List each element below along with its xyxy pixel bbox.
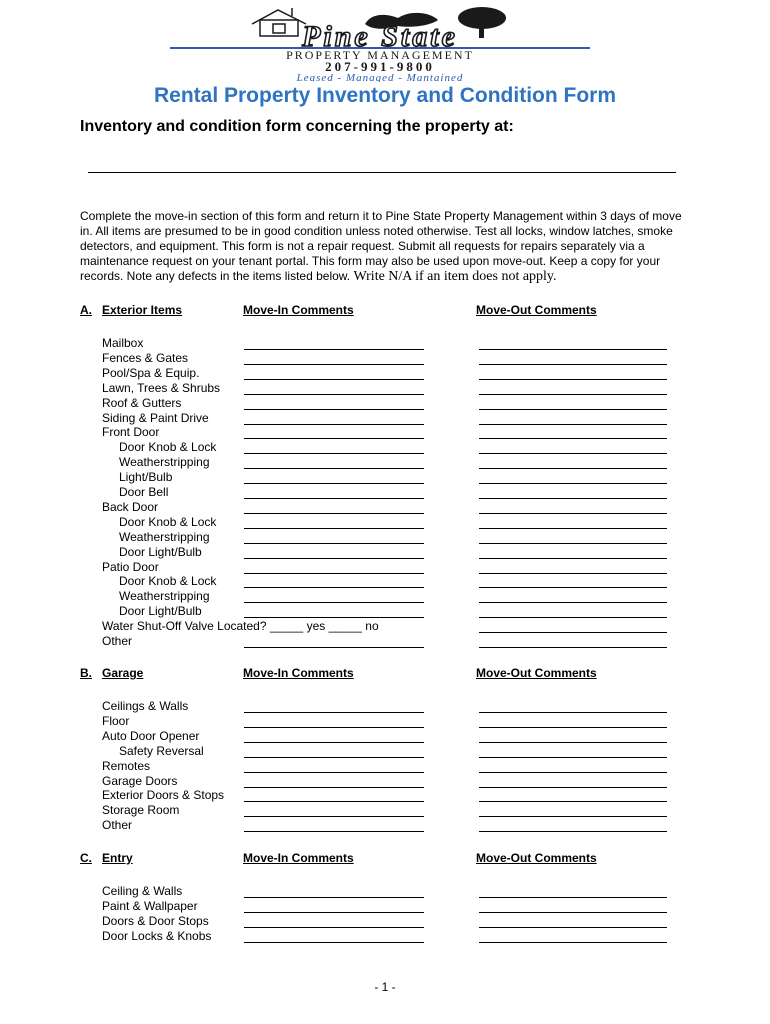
page-number: - 1 -: [374, 980, 396, 994]
move-in-comment-field[interactable]: [244, 942, 424, 943]
move-out-comment-field[interactable]: [479, 394, 667, 395]
move-in-comment-field[interactable]: [244, 468, 424, 469]
item-label: Light/Bulb: [119, 470, 173, 485]
move-in-comment-field[interactable]: [244, 558, 424, 559]
move-out-comment-field[interactable]: [479, 727, 667, 728]
move-out-comment-field[interactable]: [479, 942, 667, 943]
move-in-comment-field[interactable]: [244, 727, 424, 728]
move-in-column-header: Move-In Comments: [243, 303, 354, 317]
move-in-comment-field[interactable]: [244, 927, 424, 928]
item-label: Pool/Spa & Equip.: [102, 365, 200, 380]
item-label: Door Knob & Lock: [119, 440, 217, 455]
move-out-comment-field[interactable]: [479, 573, 667, 574]
move-in-comment-field[interactable]: [244, 897, 424, 898]
item-label: Weatherstripping: [119, 455, 210, 470]
move-out-comment-field[interactable]: [479, 498, 667, 499]
move-in-comment-field[interactable]: [244, 801, 424, 802]
move-in-comment-field[interactable]: [244, 831, 424, 832]
item-label: Fences & Gates: [102, 350, 189, 365]
item-label: Weatherstripping: [119, 529, 210, 544]
move-out-comment-field[interactable]: [479, 742, 667, 743]
item-label: Door Bell: [119, 485, 169, 499]
move-in-comment-field[interactable]: [244, 498, 424, 499]
intro-paragraph: [80, 209, 690, 284]
house-icon: [252, 8, 306, 36]
move-out-comment-field[interactable]: [479, 647, 667, 648]
move-in-column-header: Move-In Comments: [243, 666, 354, 680]
move-out-comment-field[interactable]: [479, 349, 667, 350]
item-label: Door Light/Bulb: [119, 544, 202, 559]
move-out-comment-field[interactable]: [479, 528, 667, 529]
move-in-comment-field[interactable]: [244, 483, 424, 484]
item-label: Door Locks & Knobs: [102, 928, 212, 943]
move-in-comment-field[interactable]: [244, 573, 424, 574]
move-in-comment-field[interactable]: [244, 712, 424, 713]
item-label: Front Door: [102, 425, 160, 440]
section-letter: A.: [80, 303, 92, 317]
move-in-comment-field[interactable]: [244, 349, 424, 350]
item-label: Door Knob & Lock: [119, 514, 217, 529]
item-label: Other: [102, 634, 133, 648]
move-out-comment-field[interactable]: [479, 816, 667, 817]
item-label: Patio Door: [102, 559, 159, 574]
move-in-comment-field[interactable]: [244, 617, 424, 618]
move-out-comment-field[interactable]: [479, 617, 667, 618]
item-label: Weatherstripping: [119, 589, 210, 604]
move-in-comment-field[interactable]: [244, 602, 424, 603]
item-label: Back Door: [102, 499, 159, 514]
move-in-comment-field[interactable]: [244, 409, 424, 410]
logo-brand: Pine State: [302, 20, 458, 53]
item-label: Mailbox: [102, 336, 144, 350]
move-out-column-header: Move-Out Comments: [476, 851, 597, 865]
move-in-comment-field[interactable]: [244, 513, 424, 514]
item-label: Door Knob & Lock: [119, 574, 217, 589]
item-label: Roof & Gutters: [102, 395, 182, 410]
move-out-comment-field[interactable]: [479, 543, 667, 544]
move-out-comment-field[interactable]: [479, 787, 667, 788]
item-label: Exterior Doors & Stops: [102, 788, 225, 803]
item-label: Doors & Door Stops: [102, 913, 209, 928]
move-out-comment-field[interactable]: [479, 379, 667, 380]
move-in-comment-field[interactable]: [244, 772, 424, 773]
move-out-comment-field[interactable]: [479, 424, 667, 425]
item-label: Door Light/Bulb: [119, 604, 202, 619]
move-in-comment-field[interactable]: [244, 528, 424, 529]
item-label: Remotes: [102, 758, 151, 773]
item-label: Ceiling & Walls: [102, 884, 183, 898]
logo-motto: Leased - Managed - Mantained: [296, 72, 464, 82]
section-heading: Entry: [102, 851, 133, 865]
move-in-column-header: Move-In Comments: [243, 851, 354, 865]
move-in-comment-field[interactable]: [244, 379, 424, 380]
move-out-comment-field[interactable]: [479, 602, 667, 603]
intro-main-text: Complete the move-in section of this form and return it to Pine State Property Management within 3 days of move in. All items are presumed to be in good condition unless noted otherwise. Test all locks, window latches, smoke detectors, and equipment. This form is not a repair request. Submit all requests for repairs separately via a maintenance request on your tenant portal. This form may also be used upon move-out. Keep a copy for your records. Note any defects in the items listed below.: [80, 209, 682, 283]
move-in-comment-field[interactable]: [244, 912, 424, 913]
item-label: Water Shut-Off Valve Located? _____ yes _____ no: [102, 619, 379, 634]
item-label: Other: [102, 818, 133, 833]
move-out-comment-field[interactable]: [479, 772, 667, 773]
move-out-comment-field[interactable]: [479, 364, 667, 365]
item-label: Safety Reversal: [119, 743, 204, 758]
move-out-comment-field[interactable]: [479, 831, 667, 832]
section-letter: B.: [80, 666, 92, 680]
company-logo: [160, 4, 600, 82]
section-heading: Exterior Items: [102, 303, 183, 317]
item-label: Lawn, Trees & Shrubs: [102, 380, 221, 395]
move-out-comment-field[interactable]: [479, 468, 667, 469]
section-letter: C.: [80, 851, 92, 865]
logo-tagline: PROPERTY MANAGEMENT: [286, 48, 474, 62]
move-out-comment-field[interactable]: [479, 632, 667, 633]
move-out-column-header: Move-Out Comments: [476, 666, 597, 680]
item-label: Paint & Wallpaper: [102, 898, 198, 913]
move-out-comment-field[interactable]: [479, 409, 667, 410]
item-label: Floor: [102, 713, 130, 728]
move-out-comment-field[interactable]: [479, 513, 667, 514]
item-label: Ceilings & Walls: [102, 699, 189, 713]
move-in-comment-field[interactable]: [244, 742, 424, 743]
move-in-comment-field[interactable]: [244, 394, 424, 395]
move-in-comment-field[interactable]: [244, 816, 424, 817]
move-in-comment-field[interactable]: [244, 647, 424, 648]
section-heading: Garage: [102, 666, 144, 680]
logo-phone: 207-991-9800: [325, 59, 435, 74]
move-out-column-header: Move-Out Comments: [476, 303, 597, 317]
move-out-comment-field[interactable]: [479, 438, 667, 439]
intro-na-note: Write N/A if an item does not apply.: [353, 269, 557, 284]
move-in-comment-field[interactable]: [244, 787, 424, 788]
tree-icon: [458, 7, 506, 38]
move-out-comment-field[interactable]: [479, 558, 667, 559]
move-out-comment-field[interactable]: [479, 912, 667, 913]
form-title: Rental Property Inventory and Condition Form: [153, 84, 617, 107]
form-subtitle: Inventory and condition form concerning the property at:: [80, 118, 514, 135]
property-address-field[interactable]: [88, 172, 676, 173]
move-out-comment-field[interactable]: [479, 801, 667, 802]
move-out-comment-field[interactable]: [479, 483, 667, 484]
move-in-comment-field[interactable]: [244, 757, 424, 758]
move-out-comment-field[interactable]: [479, 453, 667, 454]
move-in-comment-field[interactable]: [244, 587, 424, 588]
item-label: Storage Room: [102, 803, 180, 818]
move-out-comment-field[interactable]: [479, 897, 667, 898]
move-in-comment-field[interactable]: [244, 453, 424, 454]
move-in-comment-field[interactable]: [244, 438, 424, 439]
move-in-comment-field[interactable]: [244, 543, 424, 544]
move-out-comment-field[interactable]: [479, 757, 667, 758]
item-label: Garage Doors: [102, 773, 178, 788]
move-out-comment-field[interactable]: [479, 712, 667, 713]
move-out-comment-field[interactable]: [479, 927, 667, 928]
item-label: Auto Door Opener: [102, 728, 200, 743]
move-in-comment-field[interactable]: [244, 424, 424, 425]
move-in-comment-field[interactable]: [244, 364, 424, 365]
move-out-comment-field[interactable]: [479, 587, 667, 588]
item-label: Siding & Paint Drive: [102, 410, 209, 425]
